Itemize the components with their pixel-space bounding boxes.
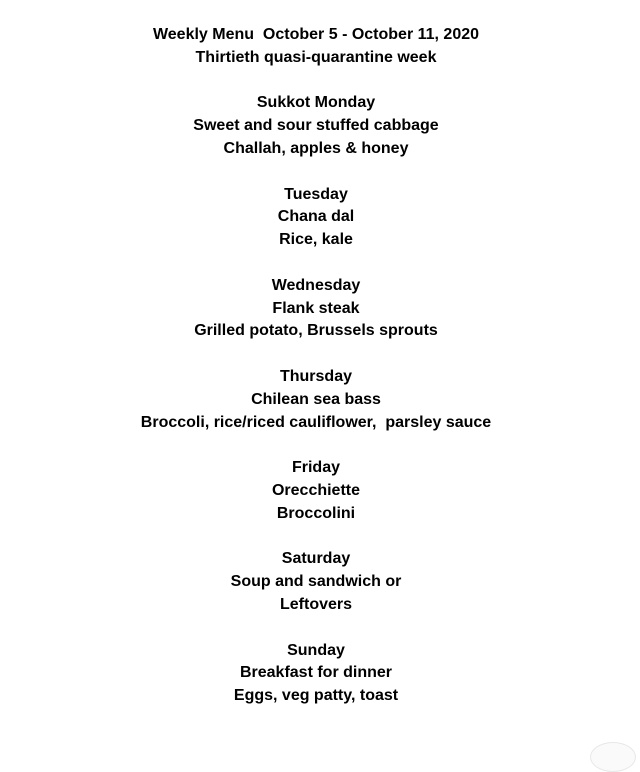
menu-title: Weekly Menu October 5 - October 11, 2020 bbox=[152, 26, 480, 43]
main-dish: Flank steak bbox=[272, 299, 360, 317]
side-dishes: Broccoli, rice/riced cauliflower, parsley sauce bbox=[140, 413, 492, 431]
side-dishes: Eggs, veg patty, toast bbox=[233, 687, 399, 705]
day-section-sunday bbox=[0, 640, 632, 708]
day-section-monday bbox=[0, 92, 632, 160]
side-dishes: Rice, kale bbox=[279, 231, 353, 249]
day-heading: Sukkot Monday bbox=[256, 94, 376, 112]
side-dishes: Challah, apples & honey bbox=[223, 139, 409, 157]
day-heading: Thursday bbox=[279, 367, 352, 385]
day-section-wednesday bbox=[0, 275, 632, 343]
menu-header bbox=[0, 24, 632, 70]
weekly-menu-document bbox=[0, 24, 632, 708]
main-dish: Breakfast for dinner bbox=[239, 664, 393, 682]
side-dishes: Grilled potato, Brussels sprouts bbox=[194, 322, 438, 340]
day-section-thursday bbox=[0, 366, 632, 434]
main-dish: Chilean sea bass bbox=[251, 390, 381, 408]
main-dish: Orecchiette bbox=[271, 481, 361, 499]
day-heading: Saturday bbox=[281, 550, 351, 568]
menu-subtitle: Thirtieth quasi-quarantine week bbox=[195, 48, 437, 66]
main-dish: Sweet and sour stuffed cabbage bbox=[193, 117, 439, 135]
day-heading: Wednesday bbox=[271, 276, 361, 294]
day-heading: Tuesday bbox=[284, 185, 348, 203]
day-heading: Sunday bbox=[287, 641, 345, 659]
side-dishes: Leftovers bbox=[279, 595, 353, 613]
corner-decoration bbox=[590, 742, 636, 772]
main-dish: Soup and sandwich or bbox=[230, 573, 402, 591]
day-section-friday bbox=[0, 457, 632, 525]
day-section-tuesday bbox=[0, 184, 632, 252]
side-dishes: Broccolini bbox=[276, 504, 356, 522]
day-heading: Friday bbox=[291, 459, 340, 477]
main-dish: Chana dal bbox=[277, 208, 355, 226]
day-section-saturday bbox=[0, 548, 632, 616]
